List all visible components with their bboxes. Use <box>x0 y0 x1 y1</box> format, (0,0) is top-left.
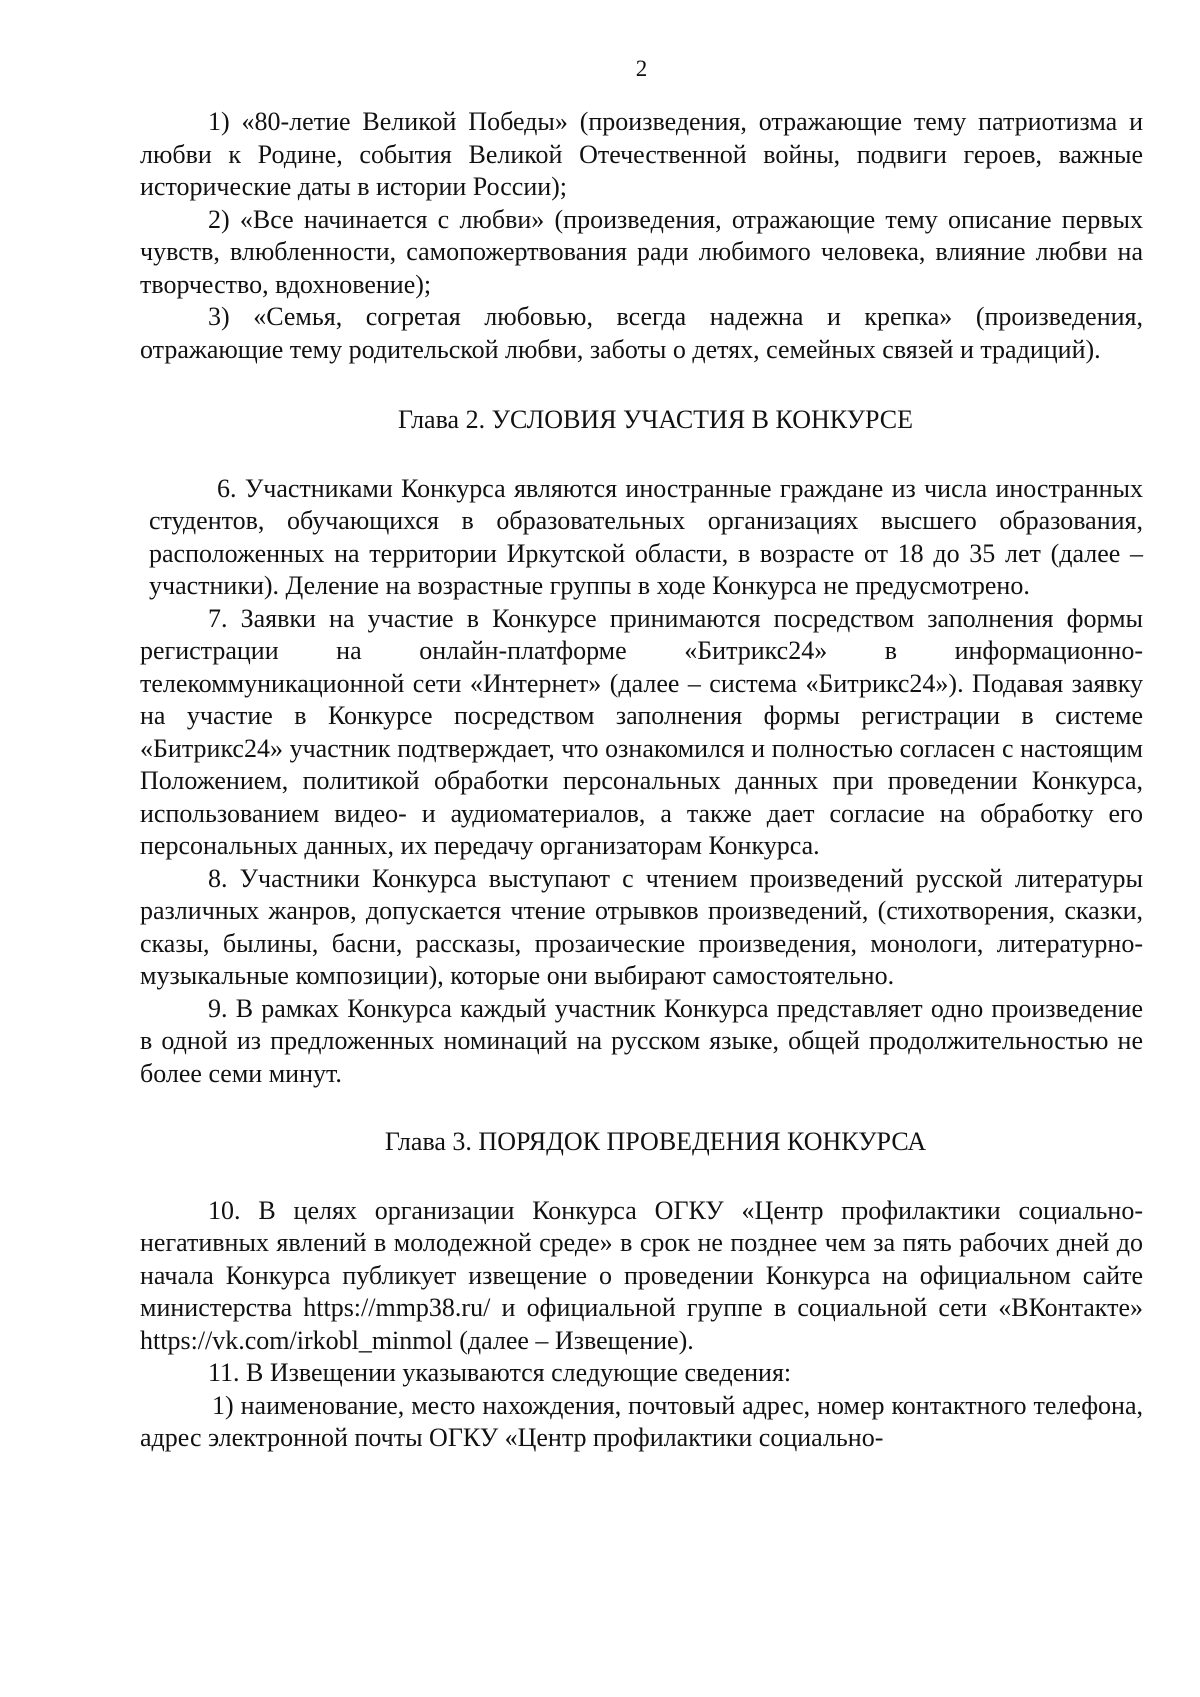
nomination-1: 1) «80-летие Великой Победы» (произведения, отражающие тему патриотизма и любви к Родине, события Великой Отечественной войны, подвиги героев, важные исторические даты в истории России); <box>140 107 1143 201</box>
clause-9: 9. В рамках Конкурса каждый участник Конкурса представляет одно произведение в одной из предложенных номинаций на русском языке, общей продолжительностью не более семи минут. <box>140 993 1143 1088</box>
clause-11-item-1: 1) наименование, место нахождения, почтовый адрес, номер контактного телефона, адрес электронной почты ОГКУ «Центр профилактики социально- <box>140 1390 1143 1452</box>
document-body <box>140 106 1143 1455</box>
chapter-2-title: Глава 2. УСЛОВИЯ УЧАСТИЯ В КОНКУРСЕ <box>398 405 913 434</box>
clause-7: 7. Заявки на участие в Конкурсе принимаются посредством заполнения формы регистрации на онлайн-платформе «Битрикс24» в информационно-телекоммуникационной сети «Интернет» (далее – система «Битрикс24»). Подавая заявку на участие в Конкурсе посредством заполнения формы регистрации в системе «Битрикс24» участник подтверждает, что ознакомился и полностью согласен с настоящим Положением, политикой обработки персональных данных при проведении Конкурса, использованием видео- и аудиоматериалов, а также дает согласие на обработку его персональных данных, их передачу организаторам Конкурса. <box>140 603 1143 860</box>
clause-8: 8. Участники Конкурса выступают с чтением произведений русской литературы различных жанров, допускается чтение отрывков произведений, (стихотворения, сказки, сказы, былины, басни, рассказы, прозаические произведения, монологи, литературно-музыкальные композиции), которые они выбирают самостоятельно. <box>140 863 1143 990</box>
nomination-2: 2) «Все начинается с любви» (произведения, отражающие тему описание первых чувств, влюбленности, самопожертвования ради любимого человека, влияние любви на творчество, вдохновение); <box>140 204 1143 299</box>
document-page <box>140 0 1143 1697</box>
chapter-3-title: Глава 3. ПОРЯДОК ПРОВЕДЕНИЯ КОНКУРСА <box>384 1127 927 1156</box>
nomination-3: 3) «Семья, согретая любовью, всегда надежна и крепка» (произведения, отражающие тему родительской любви, заботы о детях, семейных связей и традиций). <box>140 302 1143 364</box>
clause-6: 6. Участниками Конкурса являются иностранные граждане из числа иностранных студентов, обучающихся в образовательных организациях высшего образования, расположенных на территории Иркутской области, в возрасте от 18 до 35 лет (далее – участники). Деление на возрастные группы в ходе Конкурса не предусмотрено. <box>149 473 1143 600</box>
clause-10: 10. В целях организации Конкурса ОГКУ «Центр профилактики социально-негативных явлений в молодежной среде» в срок не позднее чем за пять рабочих дней до начала Конкурса публикует извещение о проведении Конкурса на официальном сайте министерства https://mmp38.ru/ и официальной группе в социальной сети «ВКонтакте» https://vk.com/irkobl_minmol (далее – Извещение). <box>140 1195 1143 1355</box>
clause-11: 11. В Извещении указываются следующие сведения: <box>208 1358 792 1387</box>
page-number: 2 <box>635 56 648 81</box>
